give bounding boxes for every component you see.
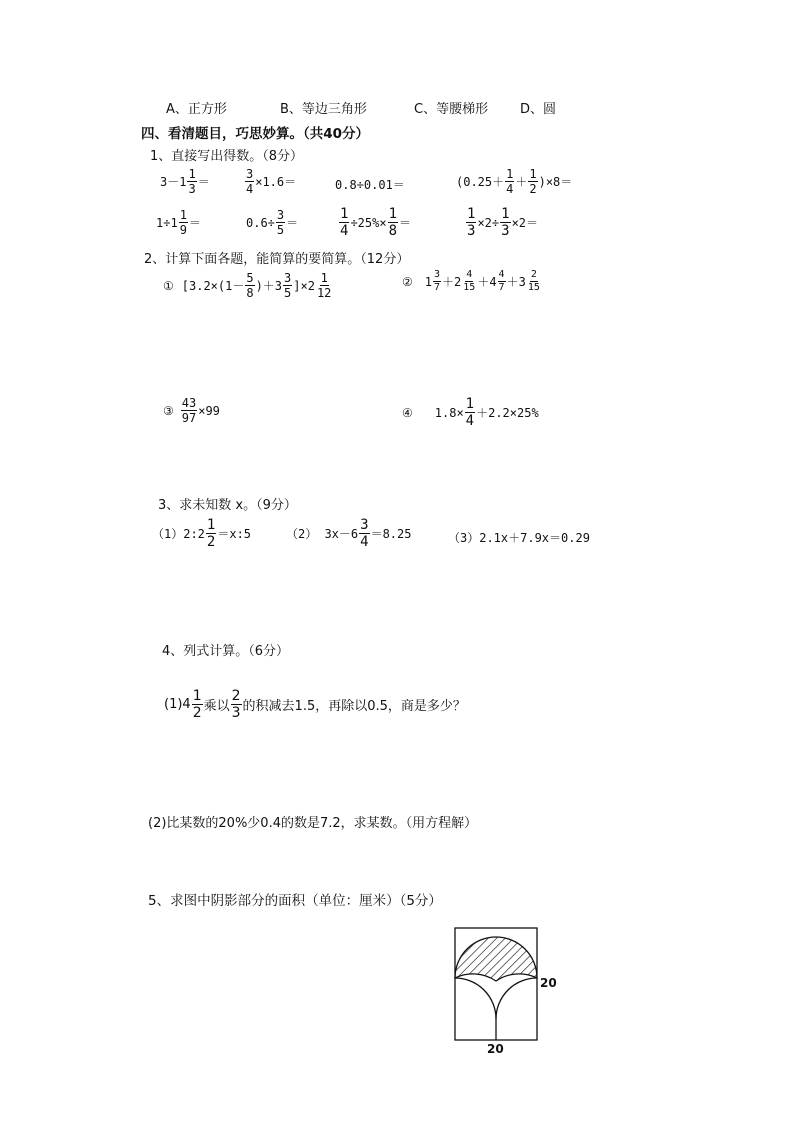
q2-title: 2、计算下面各题，能简算的要简算。（12分） xyxy=(144,252,410,267)
q3-equation-3: （3）2.1x＋7.9x＝0.29 xyxy=(448,531,590,545)
q1-item-7: $\frac{1}{4}$ ÷25%× $\frac{1}{8}$ ＝ xyxy=(340,206,412,239)
q5-title: 5、求图中阴影部分的面积（单位：厘米）（5分） xyxy=(148,893,442,909)
q1-item-6: 0.6÷ $\frac{3}{5}$ ＝ xyxy=(246,208,299,237)
q4-title: 4、列式计算。（6分） xyxy=(162,644,290,659)
choice-d: D、圆 xyxy=(520,102,557,117)
section-title: 四、看清题目，巧思妙算。（共40分） xyxy=(141,126,370,142)
left-arc xyxy=(455,978,496,1019)
q4-subquestion-1: (1)4 $\frac{1}{2}$ 乘以 $\frac{2}{3}$ 的积减去1.5，再除以0.5，商是多少？ xyxy=(164,688,466,721)
shaded-region xyxy=(455,937,537,981)
q2-problem-1: ① [3.2×(1－ $\frac{5}{8}$ )＋3 $\frac{3}{5}$ ]×2 $\frac{1}{12}$ xyxy=(163,271,332,300)
figure-label-bottom: 20 xyxy=(487,1042,504,1056)
q1-title: 1、直接写出得数。（8分） xyxy=(150,149,304,164)
figure-label-right: 20 xyxy=(540,976,557,990)
q3-equation-2: （2） 3x－6 $\frac{3}{4}$ ＝8.25 xyxy=(286,517,412,550)
q2-problem-2: ② 1 $\frac{3}{7}$ ＋2 $\frac{4}{15}$ ＋4 $\frac{4}{7}$ ＋3 $\frac{2}{15}$ xyxy=(402,269,540,293)
q1-item-8: $\frac{1}{3}$ ×2÷ $\frac{1}{3}$ ×2＝ xyxy=(467,206,539,239)
q2-problem-4: ④ 1.8× $\frac{1}{4}$ ＋2.2×25% xyxy=(402,396,539,429)
q1-item-3: 0.8÷0.01＝ xyxy=(335,178,405,192)
choice-c: C、等腰梯形 xyxy=(414,102,489,117)
q4-subquestion-2: (2)比某数的20%少0.4的数是7.2，求某数。（用方程解） xyxy=(148,816,478,831)
q2-problem-3: ③ $\frac{43}{97}$ ×99 xyxy=(163,396,220,425)
q1-item-2: $\frac{3}{4}$ ×1.6＝ xyxy=(246,167,297,196)
choice-a: A、正方形 xyxy=(166,102,227,117)
choice-b: B、等边三角形 xyxy=(280,102,367,117)
right-arc xyxy=(496,978,537,1019)
q1-item-1: 3－1 $\frac{1}{3}$ ＝ xyxy=(160,167,210,196)
q3-equation-1: （1）2:2 $\frac{1}{2}$ ＝x:5 xyxy=(152,517,252,550)
q1-item-5: 1÷1 $\frac{1}{9}$ ＝ xyxy=(156,208,201,237)
q3-title: 3、求未知数 x。（9分） xyxy=(158,498,297,513)
q1-item-4: (0.25＋ $\frac{1}{4}$ ＋ $\frac{1}{2}$ )×8＝ xyxy=(456,167,573,196)
